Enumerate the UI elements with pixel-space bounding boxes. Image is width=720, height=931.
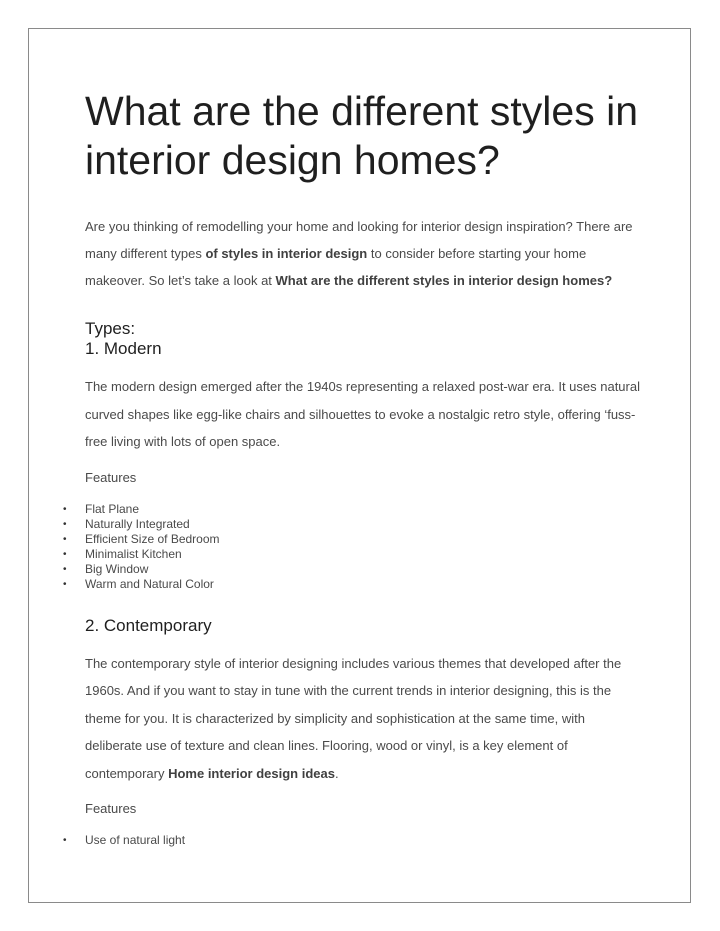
- contemporary-features-label: Features: [85, 801, 137, 816]
- list-item: [63, 546, 645, 562]
- intro-bold-2: What are the different styles in interior design homes?: [275, 273, 613, 288]
- page-title: What are the different styles in interior design homes?: [85, 88, 639, 183]
- list-item-text: Flat Plane: [85, 501, 140, 516]
- bullet-icon: •: [63, 563, 67, 575]
- list-item-text: Minimalist Kitchen: [85, 546, 182, 561]
- modern-features-list: [63, 501, 645, 592]
- contemporary-text: The contemporary style of interior designing includes various themes that developed after the 1960s. And if you want to stay in tune with the current trends in interior designing, this is the theme for you. It is characterized by simplicity and sophistication at the same time, with deliberate use of texture and clean lines. Flooring, wood or vinyl, is a key element of contemporary: [85, 655, 622, 781]
- contemporary-text-end: .: [334, 765, 339, 781]
- list-item: [63, 501, 645, 517]
- bullet-icon: •: [63, 518, 67, 530]
- modern-features-label: Features: [85, 469, 137, 485]
- intro-text-2: to consider before starting your home makeover. So let’s take a look at: [85, 246, 587, 288]
- bullet-icon: •: [63, 548, 67, 560]
- list-item: [63, 561, 645, 577]
- intro-text-1: Are you thinking of remodelling your home and looking for interior design inspiration? There are many different types: [85, 219, 633, 261]
- types-label: Types:: [85, 319, 136, 338]
- modern-heading: 1. Modern: [85, 339, 162, 358]
- document-page: [28, 28, 691, 903]
- intro-paragraph: [85, 213, 645, 294]
- list-item-text: Naturally Integrated: [85, 516, 190, 531]
- bullet-icon: •: [63, 835, 67, 846]
- contemporary-heading: 2. Contemporary: [85, 615, 212, 635]
- list-item-text: Efficient Size of Bedroom: [85, 531, 220, 546]
- bullet-icon: •: [63, 533, 67, 545]
- modern-paragraph: The modern design emerged after the 1940s representing a relaxed post-war era. It uses natural curved shapes like egg-like chairs and silhouettes to evoke a nostalgic retro style, offering ‘fuss-free living with lots of open space.: [85, 379, 640, 449]
- list-item-text: Use of natural light: [85, 833, 186, 847]
- contemporary-paragraph: [85, 650, 645, 788]
- list-item: [63, 576, 645, 592]
- list-item: [63, 833, 645, 848]
- contemporary-bold: Home interior design ideas: [168, 765, 335, 781]
- list-item: [63, 531, 645, 547]
- page-content: [63, 87, 645, 848]
- list-item-text: Big Window: [85, 561, 149, 576]
- list-item-text: Warm and Natural Color: [85, 576, 214, 591]
- bullet-icon: •: [63, 578, 67, 590]
- intro-bold-1: of styles in interior design: [205, 246, 368, 261]
- contemporary-features-list: [63, 833, 645, 848]
- bullet-icon: •: [63, 503, 67, 515]
- list-item: [63, 516, 645, 532]
